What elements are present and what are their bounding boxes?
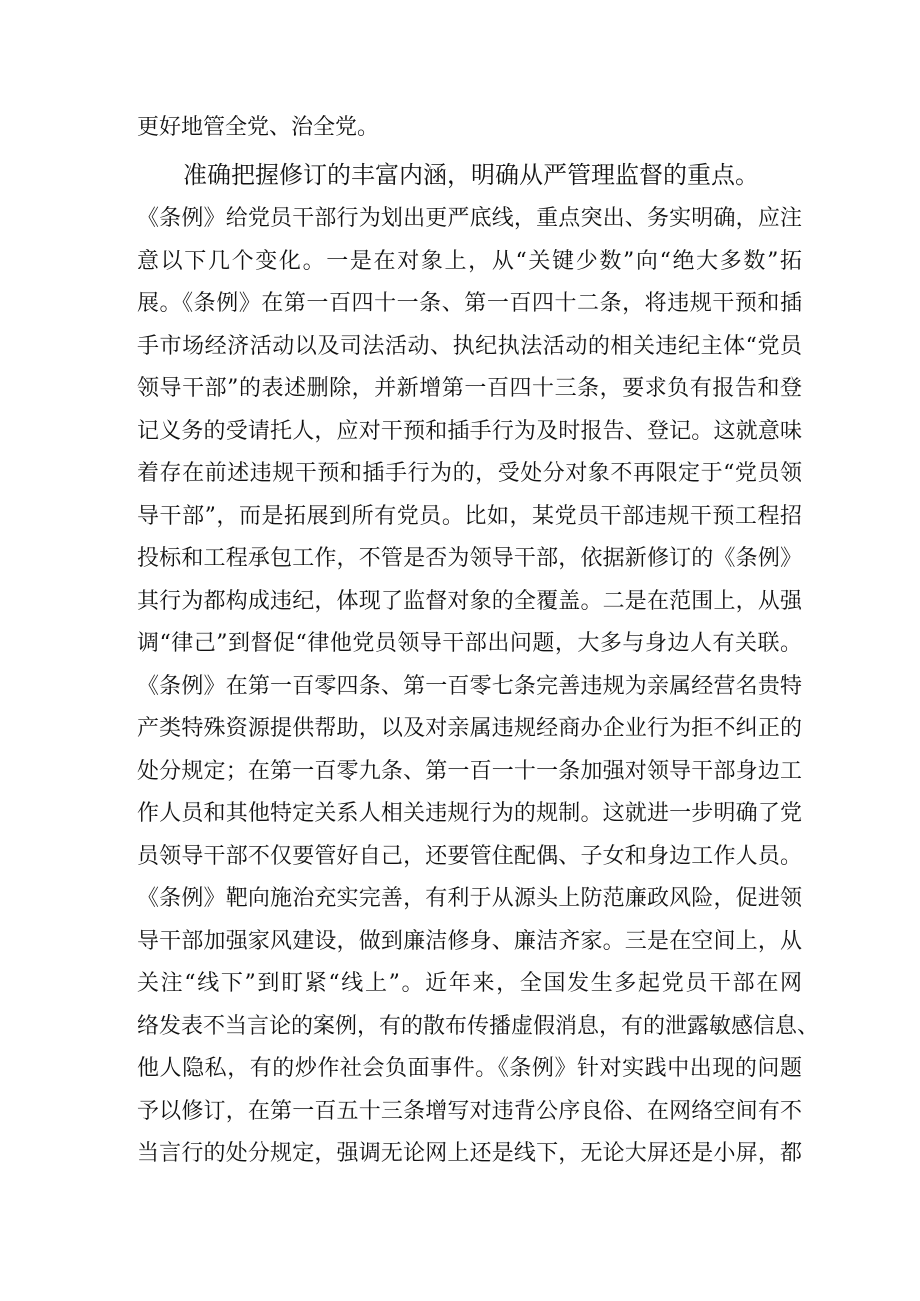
paragraph-line: 展。《条例》在第一百四十一条、第一百四十二条，将违规干预和插 <box>137 291 802 316</box>
body-paragraph <box>137 198 820 1176</box>
paragraph-line: 手市场经济活动以及司法活动、执纪执法活动的相关违纪主体“党员 <box>137 333 802 359</box>
paragraph-line: 产类特殊资源提供帮助，以及对亲属违规经商办企业行为拒不纠正的 <box>137 716 802 741</box>
paragraph-line: 领导干部”的表述删除，并新增第一百四十三条，要求负有报告和登 <box>137 376 802 401</box>
paragraph-line: 投标和工程承包工作，不管是否为领导干部，依据新修订的《条例》 <box>137 546 802 571</box>
paragraph-line: 予以修订，在第一百五十三条增写对违背公序良俗、在网络空间有不 <box>137 1098 802 1124</box>
paragraph-line: 调“律己”到督促“律他党员领导干部出问题，大多与身边人有关联。 <box>137 631 802 656</box>
paragraph-line: 作人员和其他特定关系人相关违规行为的规制。这就进一步明确了党 <box>137 801 802 826</box>
paragraph-line: 络发表不当言论的案例，有的散布传播虚假消息，有的泄露敏感信息、 <box>137 1013 820 1039</box>
lead-line: 更好地管全党、治全党。 <box>137 115 380 140</box>
paragraph-line: 员领导干部不仅要管好自己，还要管住配偶、子女和身边工作人员。 <box>137 843 802 869</box>
section-heading: 准确把握修订的丰富内涵，明确从严管理监督的重点。 <box>183 161 759 189</box>
paragraph-line: 意以下几个变化。一是在对象上，从“关键少数”向“绝大多数”拓 <box>137 248 802 274</box>
paragraph-line: 其行为都构成违纪，体现了监督对象的全覆盖。二是在范围上，从强 <box>137 588 802 614</box>
paragraph-line: 他人隐私，有的炒作社会负面事件。《条例》针对实践中出现的问题 <box>137 1056 802 1081</box>
paragraph-line: 导干部加强家风建设，做到廉洁修身、廉洁齐家。三是在空间上，从 <box>137 928 802 954</box>
paragraph-line: 着存在前述违规干预和插手行为的，受处分对象不再限定于“党员领 <box>137 461 802 486</box>
paragraph-line: 关注“线下”到盯紧“线上”。近年来，全国发生多起党员干部在网 <box>137 971 802 996</box>
paragraph-line: 记义务的受请托人，应对干预和插手行为及时报告、登记。这就意味 <box>137 418 802 444</box>
paragraph-line: 《条例》靶向施治充实完善，有利于从源头上防范廉政风险，促进领 <box>137 886 802 911</box>
paragraph-line: 《条例》在第一百零四条、第一百零七条完善违规为亲属经营名贵特 <box>137 673 802 699</box>
paragraph-line: 处分规定；在第一百零九条、第一百一十一条加强对领导干部身边工 <box>137 758 802 784</box>
paragraph-line: 导干部”，而是拓展到所有党员。比如，某党员干部违规干预工程招 <box>137 503 802 529</box>
paragraph-line: 《条例》给党员干部行为划出更严底线，重点突出、务实明确，应注 <box>137 206 802 231</box>
paragraph-line: 当言行的处分规定，强调无论网上还是线下，无论大屏还是小屏，都 <box>137 1141 802 1166</box>
